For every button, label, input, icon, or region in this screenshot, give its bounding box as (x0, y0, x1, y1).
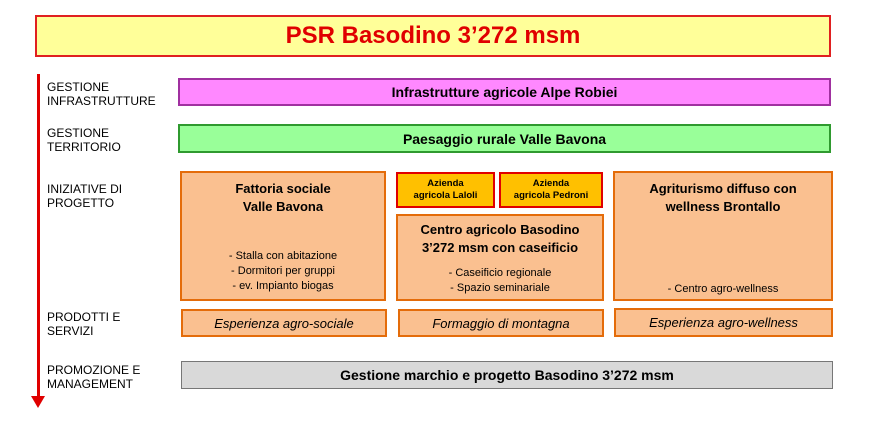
azienda-laloli: Azienda agricola Laloli (396, 172, 495, 208)
territorio-bar: Paesaggio rurale Valle Bavona (178, 124, 831, 153)
bullet-item: - Stalla con abitazione (228, 250, 338, 262)
product-formaggio: Formaggio di montagna (398, 309, 604, 337)
label-gestione-infrastrutture: GESTIONE INFRASTRUTTURE (47, 80, 156, 108)
project-fattoria-bullets (182, 249, 384, 294)
timeline-arrow-line (37, 74, 40, 398)
project-agriturismo-bullets (615, 282, 831, 297)
project-agriturismo-title: Agriturismo diffuso con wellness Brontallo (649, 181, 797, 214)
project-fattoria-sociale (180, 171, 386, 301)
promozione-bar: Gestione marchio e progetto Basodino 3’272 msm (181, 361, 833, 389)
bullet-item: - Dormitori per gruppi (231, 265, 335, 277)
product-agro-wellness: Esperienza agro-wellness (614, 308, 833, 337)
bullet-item: - ev. Impianto biogas (232, 280, 334, 292)
project-centro-agricolo (396, 214, 604, 301)
label-gestione-territorio: GESTIONE TERRITORIO (47, 126, 121, 154)
project-centro-bullets (398, 266, 602, 296)
infrastrutture-bar: Infrastrutture agricole Alpe Robiei (178, 78, 831, 106)
timeline-arrow-head (31, 396, 45, 408)
label-prodotti-servizi: PRODOTTI E SERVIZI (47, 310, 121, 338)
bullet-item: - Caseificio regionale (448, 267, 552, 279)
label-promozione-management: PROMOZIONE E MANAGEMENT (47, 363, 141, 391)
page-title: PSR Basodino 3’272 msm (35, 15, 831, 57)
product-agro-sociale: Esperienza agro-sociale (181, 309, 387, 337)
azienda-pedroni: Azienda agricola Pedroni (499, 172, 603, 208)
bullet-item: - Centro agro-wellness (667, 283, 779, 295)
project-agriturismo (613, 171, 833, 301)
project-centro-title: Centro agricolo Basodino 3’272 msm con caseificio (420, 222, 580, 255)
label-iniziative-progetto: INIZIATIVE DI PROGETTO (47, 182, 123, 210)
project-fattoria-title: Fattoria sociale Valle Bavona (235, 181, 331, 214)
bullet-item: - Spazio seminariale (450, 282, 550, 294)
